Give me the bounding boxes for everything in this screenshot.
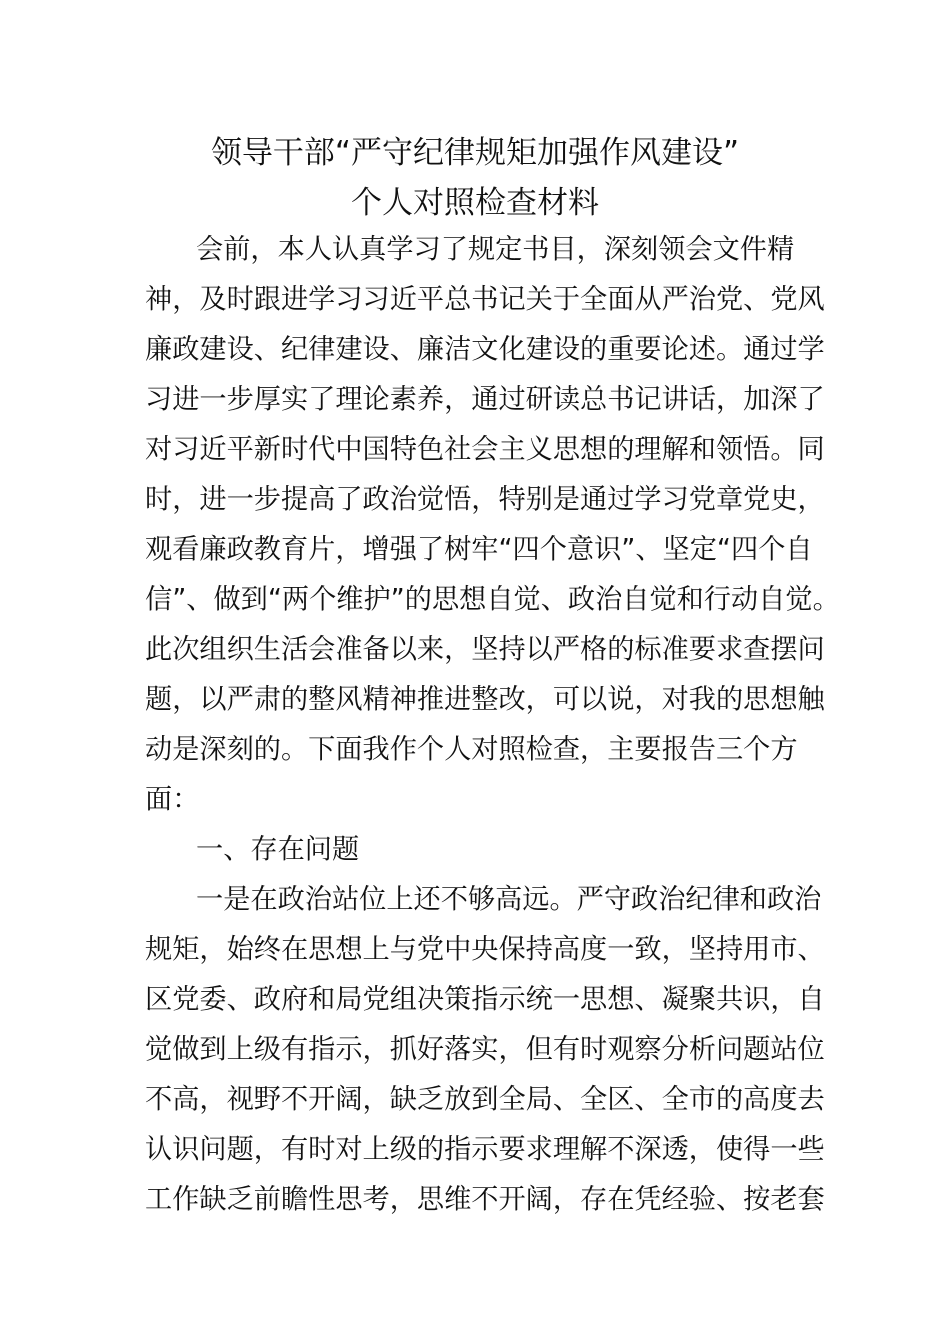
paragraph-line: 对习近平新时代中国特色社会主义思想的理解和领悟。同 xyxy=(145,434,825,465)
paragraph-line: 神，及时跟进学习习近平总书记关于全面从严治党、党风 xyxy=(145,284,825,315)
paragraph-line: 区党委、政府和局党组决策指示统一思想、凝聚共识，自 xyxy=(145,984,825,1015)
document-title-line-1: 领导干部“严守纪律规矩加强作风建设” xyxy=(210,135,740,171)
paragraph-line: 信”、做到“两个维护”的思想自觉、政治自觉和行动自觉。 xyxy=(145,584,840,615)
paragraph-line: 面： xyxy=(145,784,200,815)
paragraph-line: 不高，视野不开阔，缺乏放到全局、全区、全市的高度去 xyxy=(145,1084,825,1115)
paragraph-line: 习进一步厚实了理论素养，通过研读总书记讲话，加深了 xyxy=(145,384,825,415)
paragraph-line: 廉政建设、纪律建设、廉洁文化建设的重要论述。通过学 xyxy=(145,334,825,365)
paragraph-line: 会前，本人认真学习了规定书目，深刻领会文件精 xyxy=(196,234,795,265)
paragraph-line: 题，以严肃的整风精神推进整改，可以说，对我的思想触 xyxy=(145,684,825,715)
paragraph-line: 观看廉政教育片，增强了树牢“四个意识”、坚定“四个自 xyxy=(145,534,813,565)
paragraph-line: 动是深刻的。下面我作个人对照检查，主要报告三个方 xyxy=(145,734,798,765)
paragraph-line: 一是在政治站位上还不够高远。严守政治纪律和政治 xyxy=(196,884,822,915)
paragraph-line: 觉做到上级有指示，抓好落实，但有时观察分析问题站位 xyxy=(145,1034,825,1065)
paragraph-line: 规矩，始终在思想上与党中央保持高度一致，坚持用市、 xyxy=(145,934,825,965)
document-title-line-2: 个人对照检查材料 xyxy=(351,185,599,221)
paragraph-line: 工作缺乏前瞻性思考，思维不开阔，存在凭经验、按老套 xyxy=(145,1184,825,1215)
paragraph-line: 时，进一步提高了政治觉悟，特别是通过学习党章党史， xyxy=(145,484,825,515)
paragraph-line: 此次组织生活会准备以来，坚持以严格的标准要求查摆问 xyxy=(145,634,825,665)
section-heading: 一、存在问题 xyxy=(196,834,360,865)
paragraph-line: 认识问题，有时对上级的指示要求理解不深透，使得一些 xyxy=(145,1134,825,1165)
